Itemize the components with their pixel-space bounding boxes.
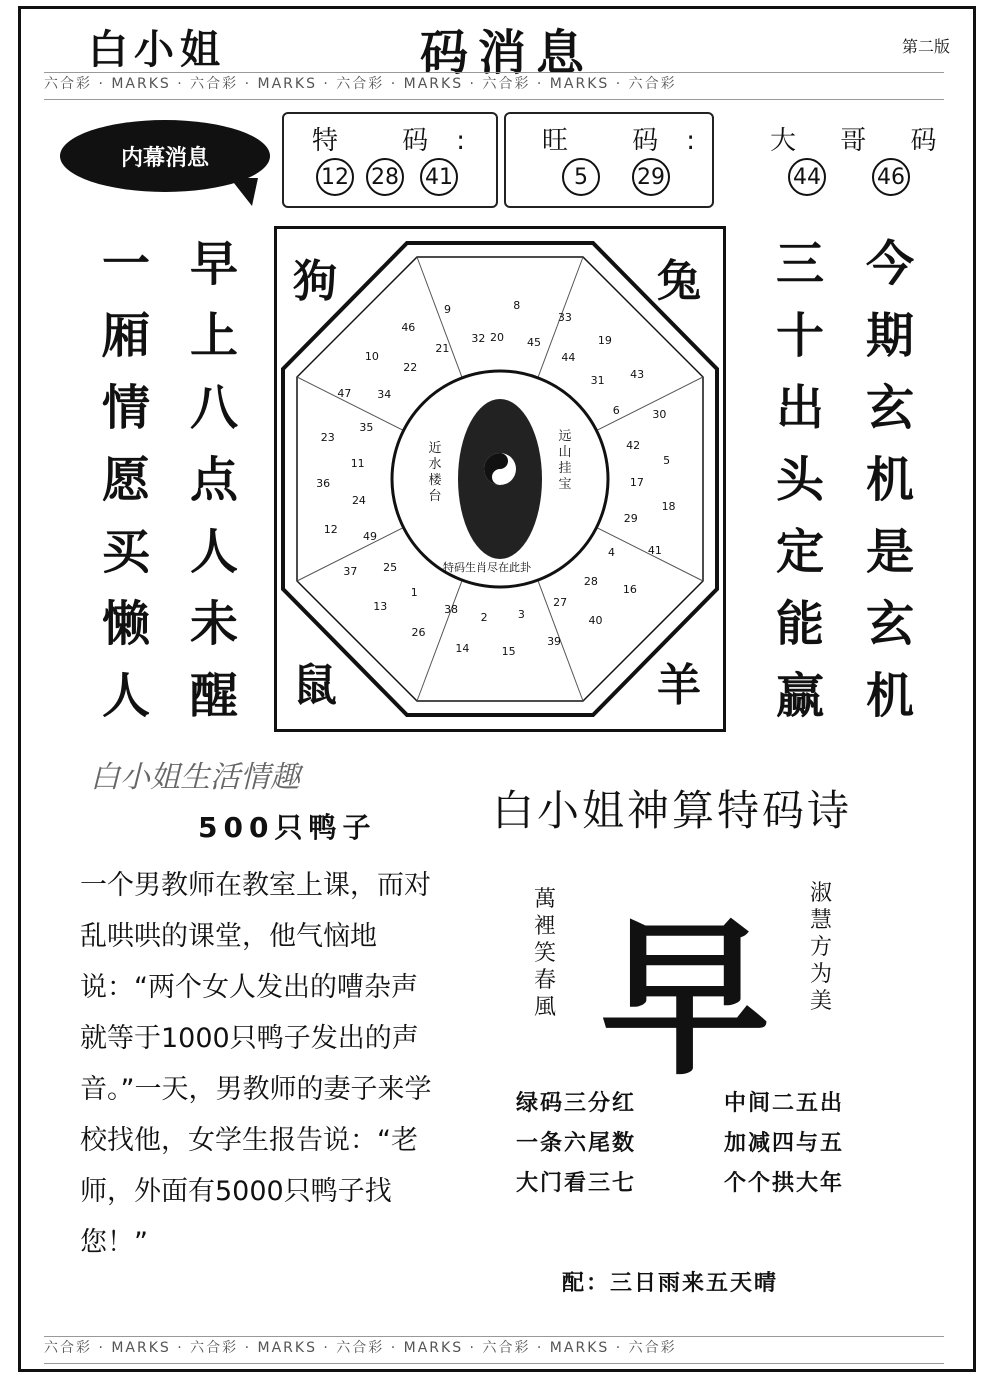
chart-number: 33 — [557, 310, 572, 324]
chart-number: 49 — [363, 529, 377, 543]
poem-footer: 配：三日雨来五天晴 — [562, 1271, 779, 1296]
poem-line-left-3: 大门看三七 — [516, 1171, 637, 1196]
zodiac-rat-char: 鼠 — [293, 660, 337, 711]
chart-number: 18 — [661, 499, 676, 513]
chart-number: 40 — [588, 614, 603, 628]
story-text: 一个男教师在教室上课，而对乱哄哄的课堂，他气恼地说：“两个女人发出的嘈杂声就等于1000只鸭子发出的声音。”一天，男教师的妻子来学校找他，女学生报告说：“老师，外面有5000只鸭子找您！” — [80, 870, 432, 1258]
chart-number: 5 — [663, 453, 671, 467]
chart-number: 47 — [337, 387, 352, 401]
zodiac-rabbit-char: 兔 — [657, 256, 701, 307]
chart-number: 14 — [455, 641, 470, 655]
chart-number: 45 — [526, 335, 541, 349]
chart-number: 44 — [561, 350, 576, 364]
chart-number: 8 — [513, 298, 521, 312]
left-verse-outer: 一厢情愿买懒人 — [101, 236, 150, 724]
zodiac-dog-char: 狗 — [293, 256, 337, 307]
chart-number: 41 — [647, 544, 662, 558]
decor-strip-top: 六合彩 · MARKS · 六合彩 · MARKS · 六合彩 · MARKS · 六合彩 · MARKS · 六合彩 — [44, 72, 944, 100]
chart-number: 46 — [401, 321, 416, 335]
center-caption: 特码生肖尽在此卦 — [443, 561, 531, 574]
header-logo: 白小姐 — [88, 27, 226, 73]
chart-number: 29 — [623, 512, 638, 526]
chart-number: 23 — [320, 430, 335, 444]
chart-number: 17 — [629, 475, 644, 489]
special-ball-3: 41 — [420, 158, 458, 196]
chart-number: 26 — [411, 626, 426, 640]
chart-number: 19 — [597, 334, 612, 348]
poem-left-vertical: 萬裡笑春風 — [533, 887, 556, 1020]
chart-number: 2 — [480, 610, 488, 624]
chart-number: 27 — [553, 595, 568, 609]
big-code-label: 大 哥 码 — [770, 126, 955, 156]
chart-number: 30 — [652, 408, 667, 422]
chart-number: 28 — [583, 574, 598, 588]
poem-big-char: 早 — [600, 899, 771, 1099]
poem-line-right-1: 中间二五出 — [724, 1091, 845, 1116]
chart-number: 20 — [490, 331, 504, 344]
chart-number: 39 — [547, 635, 562, 649]
chart-number: 38 — [444, 603, 459, 617]
chart-number: 22 — [403, 361, 418, 375]
insider-news-label: 内幕消息 — [120, 145, 209, 171]
chart-number: 6 — [612, 403, 620, 417]
chart-number: 9 — [444, 303, 452, 317]
chart-number: 43 — [630, 367, 645, 381]
chart-number: 31 — [590, 373, 605, 387]
poem-line-right-2: 加减四与五 — [724, 1131, 845, 1156]
hot-ball-2: 29 — [632, 158, 670, 196]
chart-number: 12 — [323, 522, 338, 536]
chart-number: 16 — [622, 583, 637, 597]
special-ball-1: 12 — [316, 158, 354, 196]
chart-number: 25 — [383, 561, 398, 575]
chart-number: 1 — [410, 586, 418, 600]
life-section-title: 白小姐生活情趣 — [90, 760, 300, 795]
story-title: 500只鸭子 — [198, 811, 377, 844]
chart-number: 3 — [517, 608, 525, 622]
poem-line-left-2: 一条六尾数 — [516, 1131, 637, 1156]
poem-title: 白小姐神算特码诗 — [492, 786, 853, 835]
poem-line-right-3: 个个拱大年 — [724, 1171, 845, 1196]
chart-number: 32 — [471, 332, 486, 346]
special-ball-2: 28 — [366, 158, 404, 196]
chart-number: 10 — [364, 350, 379, 364]
chart-number: 21 — [435, 342, 450, 356]
chart-number: 24 — [351, 494, 366, 508]
edition-label: 第二版 — [902, 37, 951, 56]
right-verse-outer: 今期玄机是玄机 — [865, 236, 914, 724]
right-verse-inner: 三十出头定能赢 — [775, 236, 824, 724]
chart-number: 36 — [316, 476, 331, 490]
zodiac-goat-char: 羊 — [657, 660, 701, 711]
hot-code-label: 旺 码: — [542, 126, 724, 156]
left-verse-inner: 早上八点人未醒 — [189, 236, 238, 724]
chart-number: 15 — [501, 644, 516, 658]
chart-number: 4 — [608, 546, 615, 560]
chart-number: 35 — [359, 420, 374, 434]
chart-number: 37 — [343, 564, 358, 578]
chart-number: 13 — [373, 600, 388, 614]
chart-number: 42 — [626, 438, 641, 452]
special-code-label: 特 码: — [312, 126, 494, 156]
poem-right-vertical: 淑慧方为美 — [809, 881, 832, 1014]
decor-strip-bottom: 六合彩 · MARKS · 六合彩 · MARKS · 六合彩 · MARKS · 六合彩 · MARKS · 六合彩 — [44, 1336, 944, 1364]
hot-ball-1: 5 — [562, 158, 600, 196]
poem-line-left-1: 绿码三分红 — [516, 1091, 637, 1116]
chart-number: 11 — [350, 456, 365, 470]
header-title: 码消息 — [420, 25, 595, 81]
center-right-caption: 远山挂宝 — [558, 429, 572, 492]
zodiac-chart — [274, 226, 726, 732]
big-ball-1: 44 — [788, 158, 826, 196]
big-ball-2: 46 — [872, 158, 910, 196]
center-left-caption: 近水楼台 — [428, 441, 442, 504]
bubble-tail — [230, 178, 258, 206]
chart-number: 34 — [377, 387, 392, 401]
